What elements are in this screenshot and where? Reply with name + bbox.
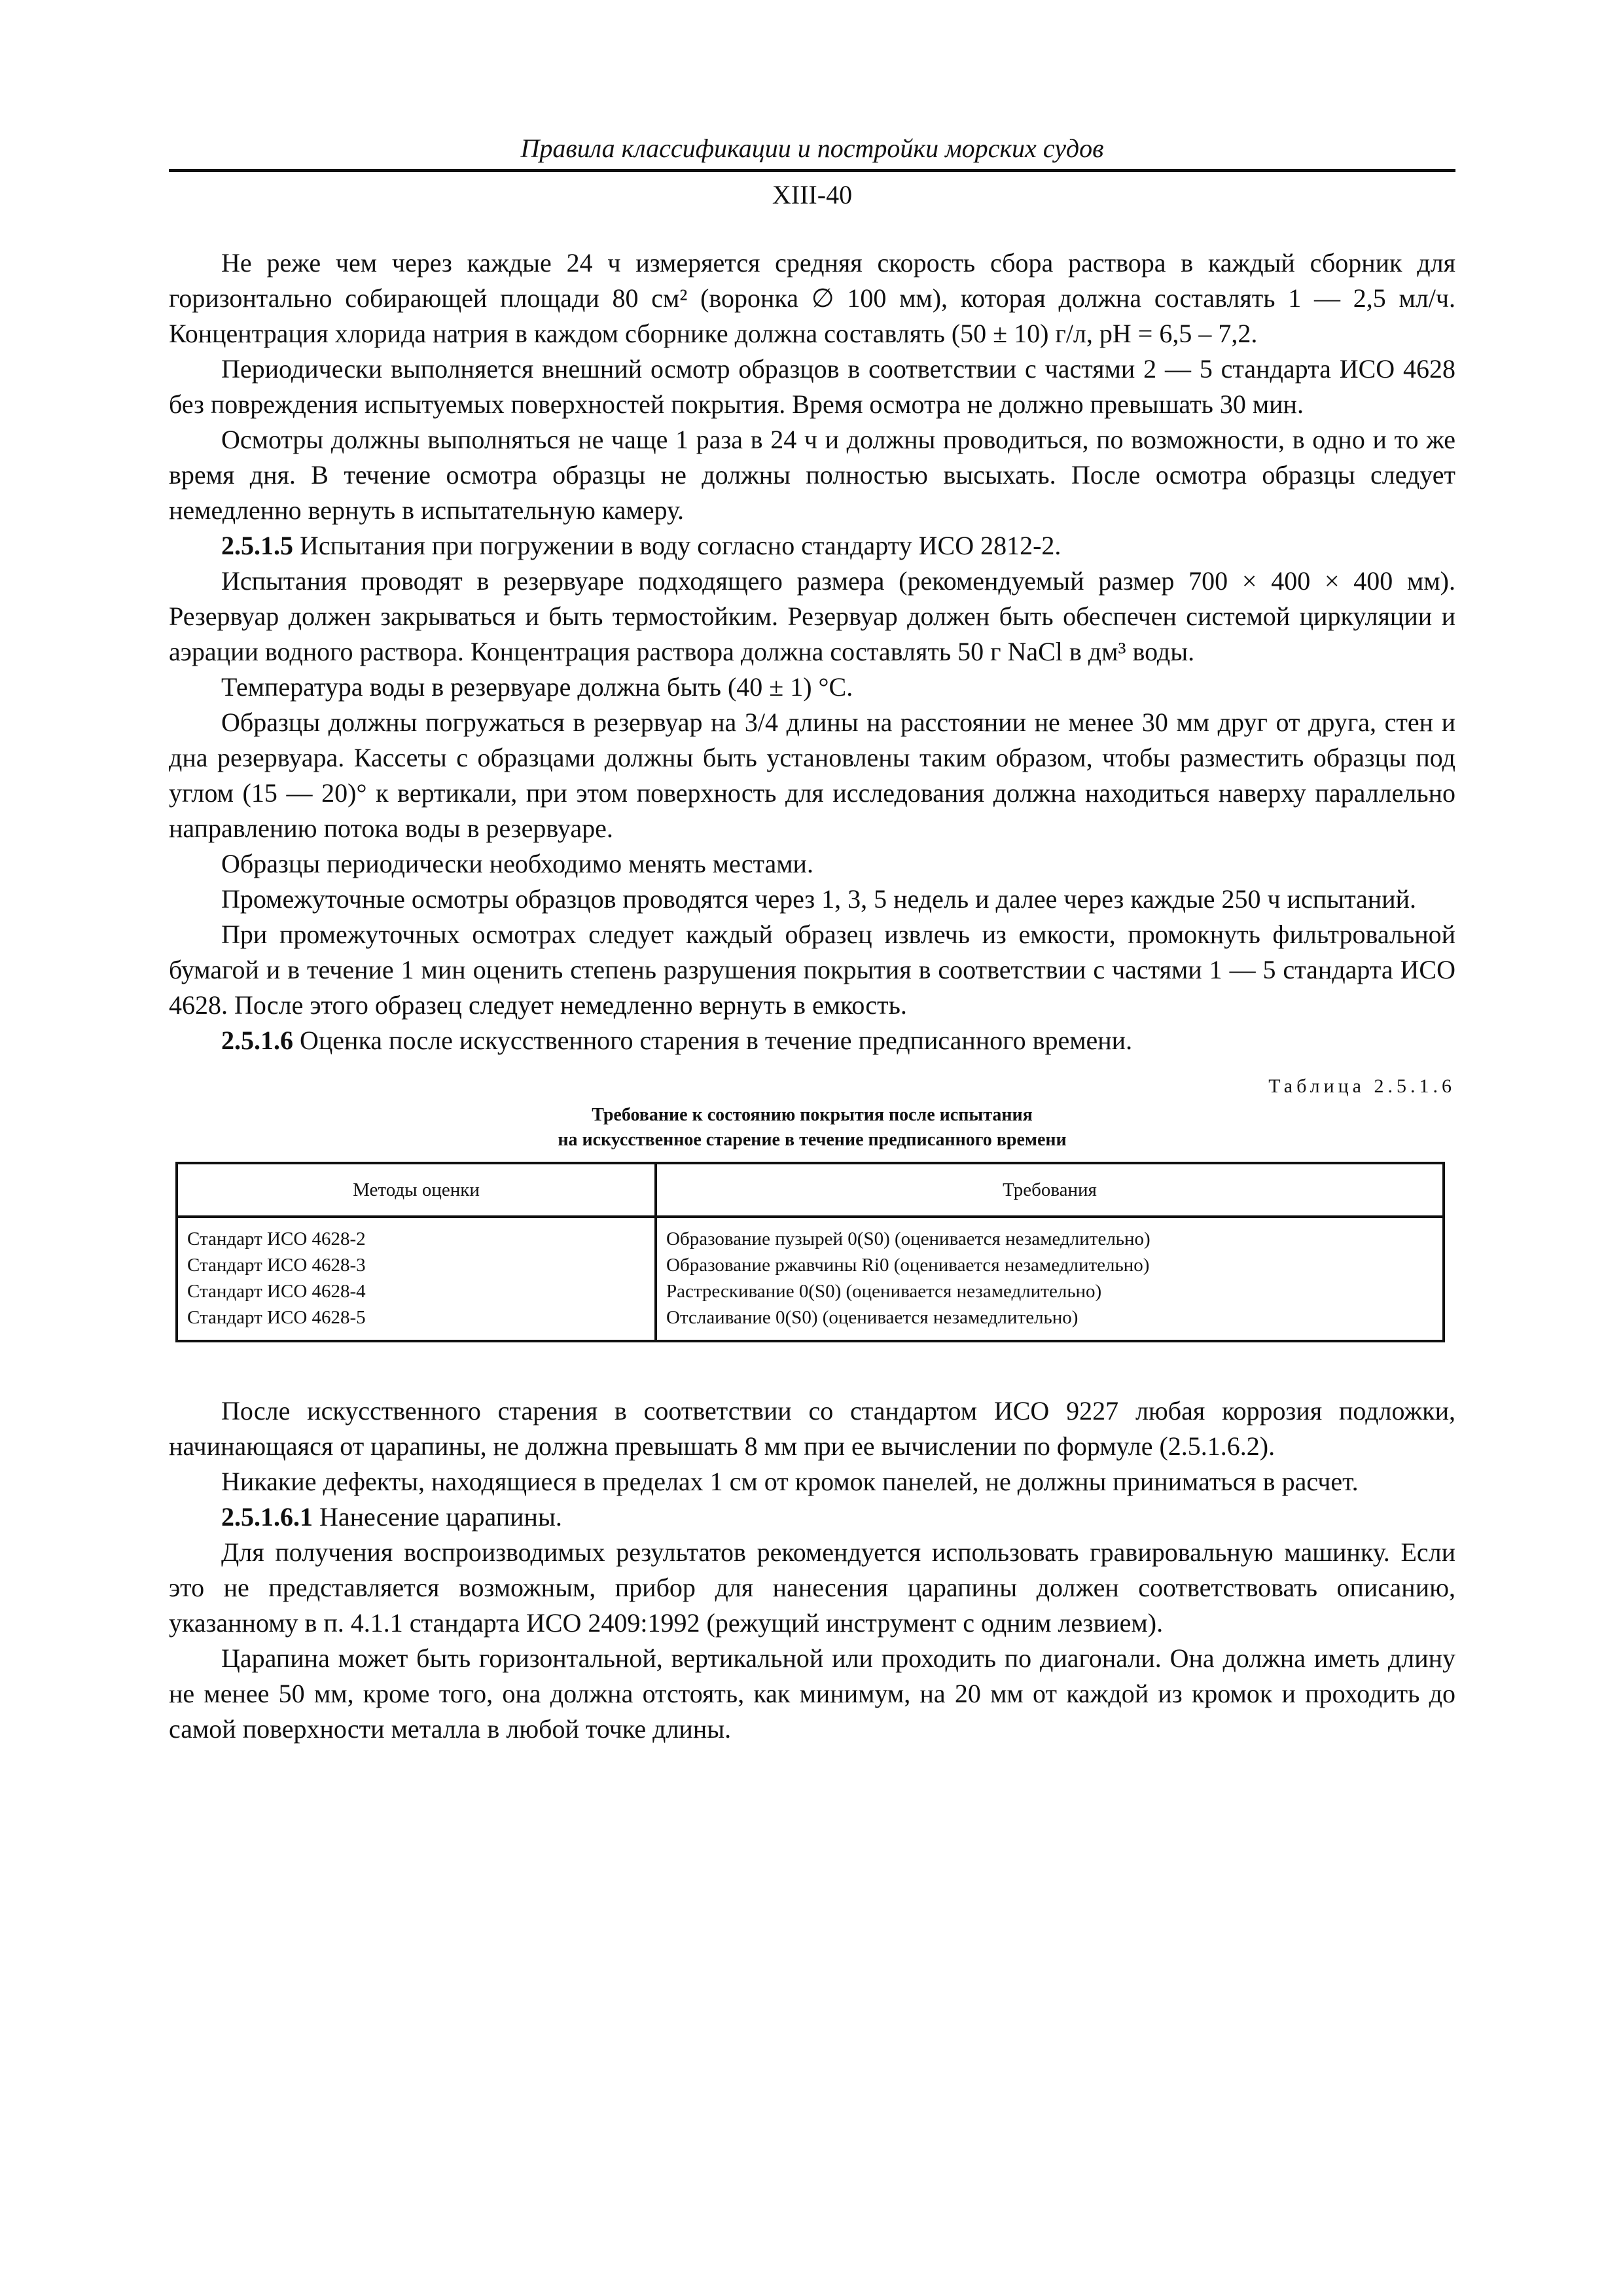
paragraph xyxy=(169,882,1455,917)
section-title: Испытания при погружении в воду согласно стандарту ИСО 2812-2. xyxy=(293,531,1061,560)
paragraph xyxy=(169,351,1455,422)
table-caption xyxy=(169,1103,1455,1153)
requirement-item: Образование пузырей 0(S0) (оценивается незамедлительно) xyxy=(666,1229,1150,1249)
table-header-row xyxy=(177,1163,1444,1217)
paragraph-text: Испытания проводят в резервуаре подходящего размера (рекомендуемый размер 700 × 400 × 400 мм). Резервуар должен закрываться и быть термостойким. Резервуар должен быть обеспечен системой циркуляции и аэрации водного раствора. Концентрация раствора должна составлять 50 г NaCl в дм³ воды. xyxy=(169,566,1455,666)
paragraph-text: После искусственного старения в соответствии со стандартом ИСО 9227 любая коррозия подложки, начинающаяся от царапины, не должна превышать 8 мм при ее вычислении по формуле (2.5.1.6.2). xyxy=(169,1396,1455,1461)
column-header-requirements: Требования xyxy=(656,1163,1444,1217)
page-number: XIII-40 xyxy=(772,180,853,209)
requirement-item: Отслаивание 0(S0) (оценивается незамедлительно) xyxy=(666,1307,1079,1328)
paragraph xyxy=(169,705,1455,846)
paragraph-text: Периодически выполняется внешний осмотр образцов в соответствии с частями 2 — 5 стандарта ИСО 4628 без повреждения испытуемых поверхностей покрытия. Время осмотра не должно превышать 30 мин. xyxy=(169,354,1455,419)
paragraph-text: Промежуточные осмотры образцов проводятся через 1, 3, 5 недель и далее через каждые 250 ч испытаний. xyxy=(221,884,1417,914)
paragraph xyxy=(169,846,1455,882)
paragraph-text: Температура воды в резервуаре должна быть (40 ± 1) °С. xyxy=(221,672,853,702)
column-header-methods: Методы оценки xyxy=(177,1163,656,1217)
method-item: Стандарт ИСО 4628-3 xyxy=(187,1255,366,1276)
requirement-item: Растрескивание 0(S0) (оценивается незамедлительно) xyxy=(666,1281,1102,1302)
table-row xyxy=(177,1217,1444,1341)
table-label: Таблица 2.5.1.6 xyxy=(1268,1075,1455,1097)
section-heading xyxy=(169,1499,1455,1535)
paragraph xyxy=(169,917,1455,1023)
method-item: Стандарт ИСО 4628-2 xyxy=(187,1229,366,1249)
method-item: Стандарт ИСО 4628-5 xyxy=(187,1307,366,1328)
section-title: Оценка после искусственного старения в течение предписанного времени. xyxy=(293,1026,1133,1055)
section-title: Нанесение царапины. xyxy=(313,1502,562,1532)
paragraph xyxy=(169,1393,1455,1464)
paragraph-text: Осмотры должны выполняться не чаще 1 раза в 24 ч и должны проводиться, по возможности, в одно и то же время дня. В течение осмотра образцы не должны полностью высыхать. После осмотра образцы следует немедленно вернуть в испытательную камеру. xyxy=(169,425,1455,525)
section-heading xyxy=(169,528,1455,564)
paragraph-text: Не реже чем через каждые 24 ч измеряется средняя скорость сбора раствора в каждый сборник для горизонтально собирающей площади 80 см² (воронка ∅ 100 мм), которая должна составлять 1 — 2,5 мл/ч. Концентрация хлорида натрия в каждом сборнике должна составлять (50 ± 10) г/л, pH = 6,5 – 7,2. xyxy=(169,248,1455,348)
paragraph xyxy=(169,1535,1455,1641)
paragraph-text: Образцы периодически необходимо менять местами. xyxy=(221,849,813,878)
methods-cell xyxy=(177,1217,656,1341)
paragraph-text: Царапина может быть горизонтальной, вертикальной или проходить по диагонали. Она должна иметь длину не менее 50 мм, кроме того, она должна отстоять, как минимум, на 20 мм от каждой из кромок и проходить до самой поверхности металла в любой точке длины. xyxy=(169,1643,1455,1744)
paragraph xyxy=(169,1464,1455,1499)
section-number: 2.5.1.6 xyxy=(221,1026,293,1055)
paragraph xyxy=(169,422,1455,528)
paragraph xyxy=(169,245,1455,351)
paragraph-text: Образцы должны погружаться в резервуар на 3/4 длины на расстоянии не менее 30 мм друг от друга, стен и дна резервуара. Кассеты с образцами должны быть установлены таким образом, чтобы разместить образцы под углом (15 — 20)° к вертикали, при этом поверхность для исследования должна находиться наверху параллельно направлению потока воды в резервуаре. xyxy=(169,708,1455,843)
document-page xyxy=(169,131,1455,1747)
requirements-cell xyxy=(656,1217,1444,1341)
paragraph xyxy=(169,670,1455,705)
method-item: Стандарт ИСО 4628-4 xyxy=(187,1281,366,1302)
section-number: 2.5.1.6.1 xyxy=(221,1502,313,1532)
requirement-item: Образование ржавчины Ri0 (оценивается незамедлительно) xyxy=(666,1255,1150,1276)
body-text-top xyxy=(169,245,1455,1058)
paragraph xyxy=(169,564,1455,670)
paragraph-text: Для получения воспроизводимых результатов рекомендуется использовать гравировальную машинку. Если это не представляется возможным, прибор для нанесения царапины должен соответствовать описанию, указанному в п. 4.1.1 стандарта ИСО 2409:1992 (режущий инструмент с одним лезвием). xyxy=(169,1537,1455,1638)
paragraph-text: При промежуточных осмотрах следует каждый образец извлечь из емкости, промокнуть фильтровальной бумагой и в течение 1 мин оценить степень разрушения покрытия в соответствии с частями 1 — 5 стандарта ИСО 4628. После этого образец следует немедленно вернуть в емкость. xyxy=(169,920,1455,1020)
table-caption-line: на искусственное старение в течение предписанного времени xyxy=(558,1130,1067,1150)
section-heading xyxy=(169,1023,1455,1058)
running-title: Правила классификации и постройки морских судов xyxy=(169,131,1455,172)
paragraph-text: Никакие дефекты, находящиеся в пределах 1 см от кромок панелей, не должны приниматься в расчет. xyxy=(221,1467,1359,1496)
paragraph xyxy=(169,1641,1455,1747)
requirements-table xyxy=(175,1162,1445,1342)
body-text-bottom xyxy=(169,1393,1455,1747)
table-caption-line: Требование к состоянию покрытия после испытания xyxy=(592,1105,1033,1125)
section-number: 2.5.1.5 xyxy=(221,531,293,560)
